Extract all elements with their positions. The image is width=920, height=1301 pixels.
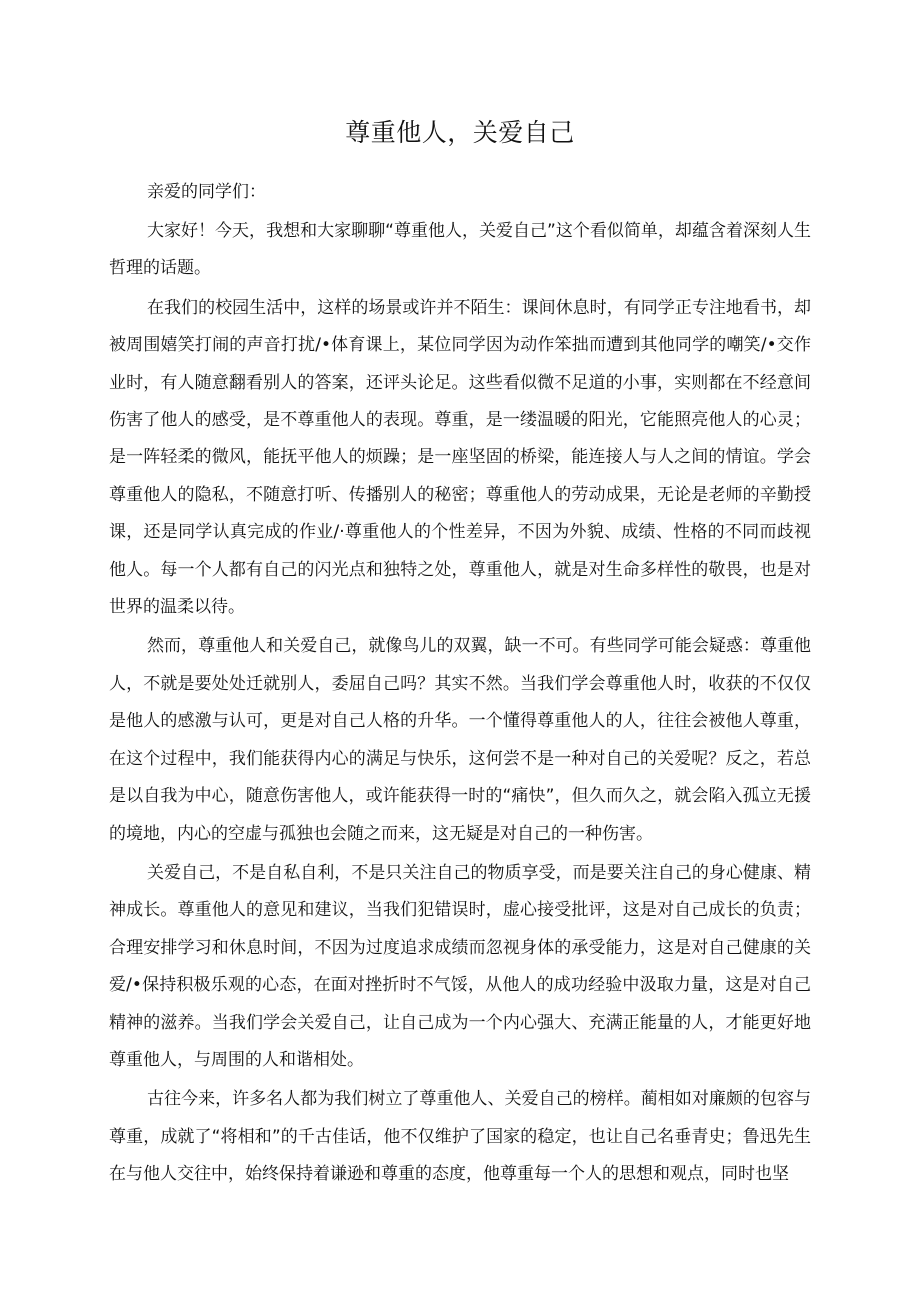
paragraph-campus-scenes: 在我们的校园生活中，这样的场景或许并不陌生：课间休息时，有同学正专注地看书，却被周围嬉笑打闹的声音打扰/•体育课上，某位同学因为动作笨拙而遭到其他同学的嘲笑/•交作业时，有人随意翻看别人的答案，还评头论足。这些看似微不足道的小事，实则都在不经意间伤害了他人的感受，是不尊重他人的表现。尊重，是一缕温暖的阳光，它能照亮他人的心灵；是一阵轻柔的微风，能抚平他人的烦躁；是一座坚固的桥梁，能连接人与人之间的情谊。学会尊重他人的隐私，不随意打听、传播别人的秘密；尊重他人的劳动成果，无论是老师的辛勤授课，还是同学认真完成的作业/·尊重他人的个性差异，不因为外貌、成绩、性格的不同而歧视他人。每一个人都有自己的闪光点和独特之处，尊重他人，就是对生命多样性的敬畏，也是对世界的温柔以待。 (109, 297, 811, 618)
salutation: 亲爱的同学们： (147, 182, 266, 202)
paragraph-greeting: 大家好！今天，我想和大家聊聊“尊重他人，关爱自己”这个看似简单，却蕴含着深刻人生哲理的话题。 (109, 221, 811, 279)
document-page (109, 116, 811, 1194)
document-title: 尊重他人，关爱自己 (345, 118, 575, 147)
paragraph-historical-examples: 古往今来，许多名人都为我们树立了尊重他人、关爱自己的榜样。蔺相如对廉颇的包容与尊重，成就了“将相和”的千古佳话，他不仅维护了国家的稳定，也让自己名垂青史；鲁迅先生在与他人交往中，始终保持着谦逊和尊重的态度，他尊重每一个人的思想和观点，同时也坚 (109, 1089, 811, 1185)
paragraph-two-wings: 然而，尊重他人和关爱自己，就像鸟儿的双翼，缺一不可。有些同学可能会疑惑：尊重他人，不就是要处处迁就别人，委屈自己吗？其实不然。当我们学会尊重他人时，收获的不仅仅是他人的感激与认可，更是对自己人格的升华。一个懂得尊重他人的人，往往会被他人尊重，在这个过程中，我们能获得内心的满足与快乐，这何尝不是一种对自己的关爱呢？反之，若总是以自我为中心，随意伤害他人，或许能获得一时的“痛快”，但久而久之，就会陷入孤立无援的境地，内心的空虚与孤独也会随之而来，这无疑是对自己的一种伤害。 (109, 636, 811, 844)
paragraph-care-for-self: 关爱自己，不是自私自利，不是只关注自己的物质享受，而是要关注自己的身心健康、精神成长。尊重他人的意见和建议，当我们犯错误时，虚心接受批评，这是对自己成长的负责；合理安排学习和休息时间，不因为过度追求成绩而忽视身体的承受能力，这是对自己健康的关爱/•保持积极乐观的心态，在面对挫折时不气馁，从他人的成功经验中汲取力量，这是对自己精神的滋养。当我们学会关爱自己，让自己成为一个内心强大、充满正能量的人，才能更好地尊重他人，与周围的人和谐相处。 (109, 862, 811, 1070)
